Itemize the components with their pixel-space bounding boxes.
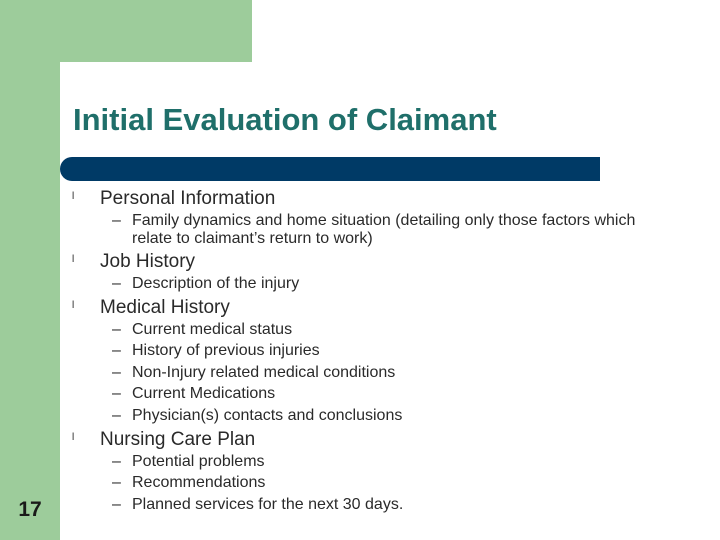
sub-item xyxy=(112,407,402,425)
sub-item-text: History of previous injuries xyxy=(132,342,320,359)
bullet-nursing-care-plan xyxy=(72,429,255,451)
dash-icon: – xyxy=(112,364,121,381)
bullet-icon: l xyxy=(72,254,75,266)
sub-item xyxy=(112,453,265,471)
section-label: Nursing Care Plan xyxy=(100,429,256,450)
sub-item xyxy=(112,496,403,514)
section-label: Personal Information xyxy=(100,188,276,209)
sub-item-text: Potential problems xyxy=(132,453,265,470)
sub-item xyxy=(112,275,299,293)
dash-icon: – xyxy=(112,385,121,402)
sub-item-text: Family dynamics and home situation (detailing only those factors which relate to claimant’s return to work) xyxy=(132,212,636,247)
sub-item-text: Non-Injury related medical conditions xyxy=(132,364,396,381)
slide-title: Initial Evaluation of Claimant xyxy=(73,102,497,137)
dash-icon: – xyxy=(112,474,121,491)
page-number: 17 xyxy=(18,498,42,521)
sub-item-text: Planned services for the next 30 days. xyxy=(132,496,404,513)
sub-item xyxy=(112,474,265,492)
bullet-icon: l xyxy=(72,432,75,444)
sub-item xyxy=(112,321,292,339)
bullet-personal-information xyxy=(72,188,275,210)
sub-item-text: Recommendations xyxy=(132,474,266,491)
sub-item xyxy=(112,342,320,360)
sub-item xyxy=(112,385,275,403)
dash-icon: – xyxy=(112,453,121,470)
dash-icon: – xyxy=(112,321,121,338)
dash-icon: – xyxy=(112,275,121,292)
sub-item xyxy=(112,364,395,382)
section-label: Medical History xyxy=(100,297,230,318)
section-label: Job History xyxy=(100,251,196,272)
dash-icon: – xyxy=(112,407,121,424)
sub-item-text: Current Medications xyxy=(132,385,276,402)
bullet-icon: l xyxy=(72,191,75,203)
dash-icon: – xyxy=(112,212,121,229)
bullet-job-history xyxy=(72,251,195,273)
dash-icon: – xyxy=(112,342,121,359)
bullet-icon: l xyxy=(72,300,75,312)
bullet-medical-history xyxy=(72,297,230,319)
sub-item-text: Physician(s) contacts and conclusions xyxy=(132,407,403,424)
sub-item-text: Current medical status xyxy=(132,321,293,338)
sub-item xyxy=(112,212,672,248)
dash-icon: – xyxy=(112,496,121,513)
sub-item-text: Description of the injury xyxy=(132,275,300,292)
